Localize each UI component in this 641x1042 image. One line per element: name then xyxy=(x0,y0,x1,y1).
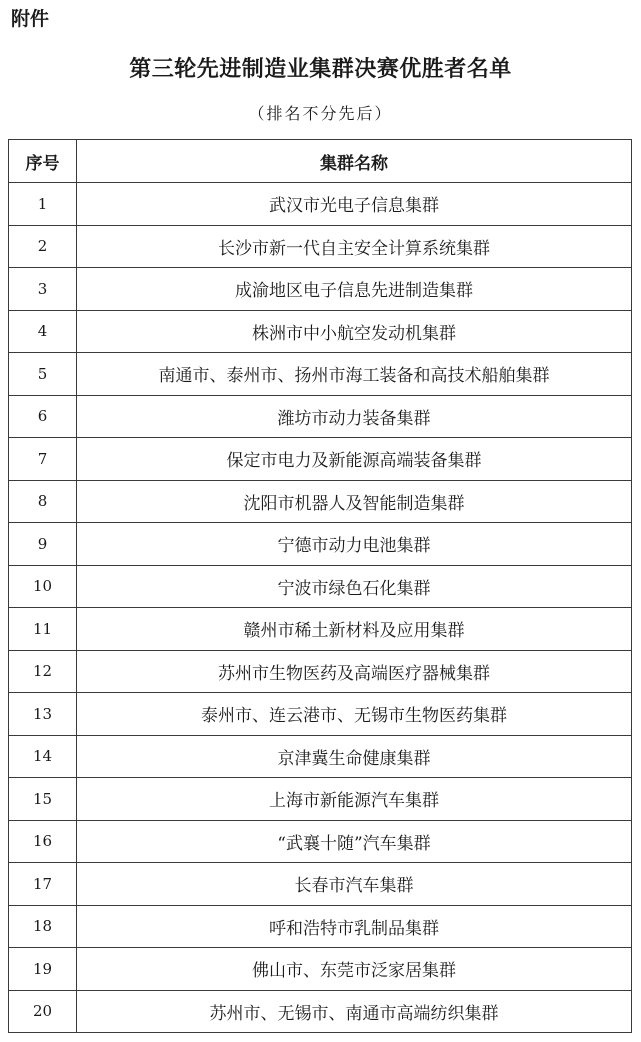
header-number: 序号 xyxy=(9,140,77,183)
row-number: 5 xyxy=(9,353,77,396)
table-row xyxy=(9,608,632,651)
cluster-name: 宁德市动力电池集群 xyxy=(77,523,632,566)
row-number: 20 xyxy=(9,990,77,1033)
row-number: 9 xyxy=(9,523,77,566)
cluster-name: 京津冀生命健康集群 xyxy=(77,735,632,778)
row-number: 11 xyxy=(9,608,77,651)
row-number: 15 xyxy=(9,778,77,821)
table-row xyxy=(9,990,632,1033)
row-number: 8 xyxy=(9,480,77,523)
cluster-name: 苏州市、无锡市、南通市高端纺织集群 xyxy=(77,990,632,1033)
attachment-label: 附件 xyxy=(11,8,50,30)
cluster-name: 长沙市新一代自主安全计算系统集群 xyxy=(77,225,632,268)
table-row xyxy=(9,183,632,226)
row-number: 10 xyxy=(9,565,77,608)
cluster-name: 成渝地区电子信息先进制造集群 xyxy=(77,268,632,311)
cluster-name: 保定市电力及新能源高端装备集群 xyxy=(77,438,632,481)
document-title: 第三轮先进制造业集群决赛优胜者名单 xyxy=(129,57,512,82)
table-row xyxy=(9,735,632,778)
cluster-name: 潍坊市动力装备集群 xyxy=(77,395,632,438)
row-number: 12 xyxy=(9,650,77,693)
cluster-name: 沈阳市机器人及智能制造集群 xyxy=(77,480,632,523)
header-name: 集群名称 xyxy=(77,140,632,183)
cluster-name: 南通市、泰州市、扬州市海工装备和高技术船舶集群 xyxy=(77,353,632,396)
table-row xyxy=(9,353,632,396)
table-body xyxy=(9,183,632,1033)
row-number: 2 xyxy=(9,225,77,268)
table-row xyxy=(9,820,632,863)
row-number: 19 xyxy=(9,948,77,991)
winners-table xyxy=(8,139,632,1033)
cluster-name: 佛山市、东莞市泛家居集群 xyxy=(77,948,632,991)
cluster-name: 泰州市、连云港市、无锡市生物医药集群 xyxy=(77,693,632,736)
cluster-name: 上海市新能源汽车集群 xyxy=(77,778,632,821)
table-header-row xyxy=(9,140,632,183)
document-subtitle: （排名不分先后） xyxy=(248,104,393,123)
table-row xyxy=(9,268,632,311)
cluster-name: 赣州市稀土新材料及应用集群 xyxy=(77,608,632,651)
cluster-name: 长春市汽车集群 xyxy=(77,863,632,906)
table-row xyxy=(9,650,632,693)
table-row xyxy=(9,905,632,948)
table-row xyxy=(9,438,632,481)
table-row xyxy=(9,565,632,608)
row-number: 14 xyxy=(9,735,77,778)
cluster-name: “武襄十随”汽车集群 xyxy=(77,820,632,863)
cluster-name: 苏州市生物医药及高端医疗器械集群 xyxy=(77,650,632,693)
row-number: 6 xyxy=(9,395,77,438)
row-number: 4 xyxy=(9,310,77,353)
row-number: 7 xyxy=(9,438,77,481)
cluster-name: 呼和浩特市乳制品集群 xyxy=(77,905,632,948)
row-number: 1 xyxy=(9,183,77,226)
table-row xyxy=(9,225,632,268)
table-row xyxy=(9,395,632,438)
cluster-name: 武汉市光电子信息集群 xyxy=(77,183,632,226)
row-number: 17 xyxy=(9,863,77,906)
table-row xyxy=(9,863,632,906)
table-row xyxy=(9,693,632,736)
row-number: 13 xyxy=(9,693,77,736)
table-row xyxy=(9,778,632,821)
row-number: 3 xyxy=(9,268,77,311)
cluster-name: 株洲市中小航空发动机集群 xyxy=(77,310,632,353)
table-row xyxy=(9,948,632,991)
table-row xyxy=(9,310,632,353)
cluster-name: 宁波市绿色石化集群 xyxy=(77,565,632,608)
row-number: 16 xyxy=(9,820,77,863)
table-row xyxy=(9,523,632,566)
row-number: 18 xyxy=(9,905,77,948)
table-row xyxy=(9,480,632,523)
